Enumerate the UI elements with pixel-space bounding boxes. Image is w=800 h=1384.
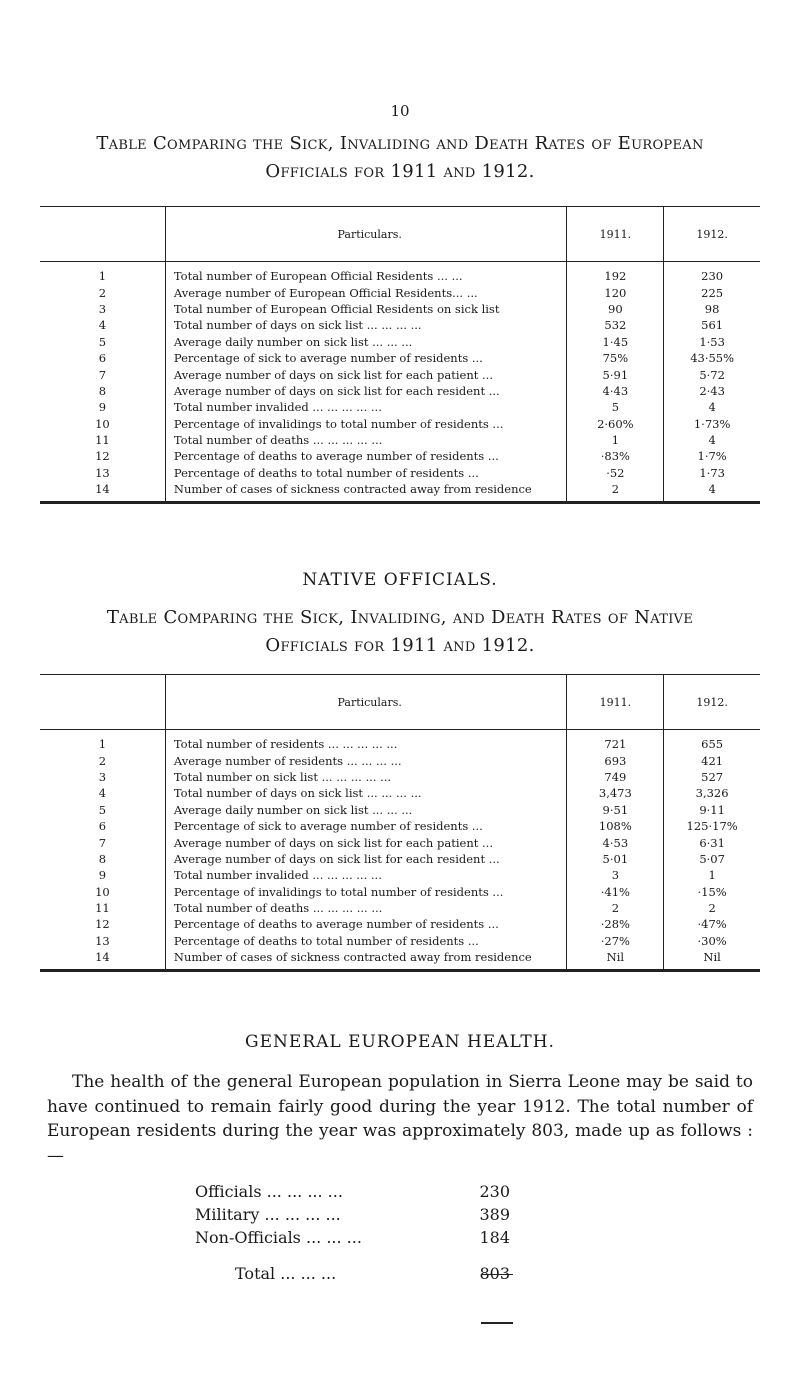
breakdown-row-military — [195, 1203, 515, 1226]
breakdown-row-non-officials — [195, 1226, 515, 1249]
value-1911: 3,473 — [567, 785, 664, 801]
header-1911: 1911. — [567, 207, 664, 262]
value-1912: 1·73% — [693, 416, 731, 431]
table-row — [40, 262, 760, 285]
breakdown-total-value: 803 — [479, 1264, 510, 1283]
row-number: 11 — [95, 901, 110, 916]
table-row — [40, 769, 760, 785]
row-number: 13 — [95, 933, 110, 948]
table-row — [40, 916, 760, 932]
row-particulars: Total number of deaths ... ... ... ... ... — [165, 432, 567, 448]
row-number: 14 — [95, 950, 110, 965]
row-number: 6 — [98, 819, 107, 834]
value-1911: 5 — [567, 399, 664, 415]
row-particulars: Average number of days on sick list for each resident ... — [165, 851, 567, 867]
table-row — [40, 949, 760, 971]
row-number: 14 — [95, 482, 110, 497]
table-row — [40, 785, 760, 801]
header-particulars: Particulars. — [165, 207, 567, 262]
breakdown-label: Officials ... ... ... ... — [195, 1182, 343, 1201]
row-particulars: Percentage of sick to average number of residents ... — [165, 350, 567, 366]
table-header-row — [40, 207, 760, 262]
row-number: 12 — [95, 917, 110, 932]
row-particulars: Number of cases of sickness contracted away from residence — [165, 481, 567, 503]
table-row — [40, 481, 760, 503]
table-row — [40, 752, 760, 768]
table-row — [40, 334, 760, 350]
value-1911: 2 — [567, 481, 664, 503]
value-1912: ·30% — [697, 933, 727, 948]
value-1912: 561 — [701, 318, 724, 333]
table-row — [40, 448, 760, 464]
value-1911: 2·60% — [567, 416, 664, 432]
value-1912: 125·17% — [686, 819, 738, 834]
value-1911: 9·51 — [567, 802, 664, 818]
table-row — [40, 350, 760, 366]
row-particulars: Percentage of deaths to average number of residents ... — [165, 916, 567, 932]
row-particulars: Total number of deaths ... ... ... ... ... — [165, 900, 567, 916]
row-number: 9 — [98, 400, 107, 415]
row-particulars: Average number of residents ... ... ... ... — [165, 752, 567, 768]
value-1912: 4 — [708, 482, 716, 497]
row-number: 5 — [98, 334, 107, 349]
table-row — [40, 284, 760, 300]
table-header-row — [40, 675, 760, 730]
row-particulars: Average daily number on sick list ... ... ... — [165, 802, 567, 818]
row-number: 3 — [98, 769, 107, 784]
row-number: 10 — [95, 884, 110, 899]
row-particulars: Average number of days on sick list for each resident ... — [165, 383, 567, 399]
header-1912: 1912. — [664, 675, 760, 730]
value-1912: 655 — [701, 737, 724, 752]
row-particulars: Total number of days on sick list ... ... ... ... — [165, 317, 567, 333]
row-number: 7 — [98, 367, 107, 382]
native-table-title: Table Comparing the Sick, Invaliding, and Death Rates of Native Officials for 1911 and 1912. — [106, 607, 694, 656]
health-paragraph: The health of the general European population in Sierra Leone may be said to have continued to remain fairly good during the year 1912. The total number of European residents during the year was approximately 803, made up as follows :— — [47, 1072, 753, 1166]
page-number: 10 — [390, 102, 410, 120]
row-particulars: Percentage of deaths to total number of residents ... — [165, 465, 567, 481]
row-particulars: Number of cases of sickness contracted away from residence — [165, 949, 567, 971]
value-1912: 230 — [701, 269, 724, 284]
row-particulars: Total number invalided ... ... ... ... ... — [165, 867, 567, 883]
table-row — [40, 730, 760, 753]
table-row — [40, 416, 760, 432]
value-1911: Nil — [567, 949, 664, 971]
breakdown-total-row — [195, 1262, 515, 1285]
row-number: 9 — [98, 868, 107, 883]
breakdown-value: 184 — [479, 1228, 510, 1247]
value-1912: 4 — [708, 433, 716, 448]
european-table-title: Table Comparing the Sick, Invaliding and Death Rates of European Officials for 1911 and 1912. — [96, 133, 704, 182]
value-1912: 1·73 — [699, 465, 725, 480]
row-number: 7 — [98, 835, 107, 850]
row-number: 8 — [98, 851, 107, 866]
value-1912: 2 — [708, 901, 716, 916]
value-1912: ·15% — [697, 884, 727, 899]
table-row — [40, 399, 760, 415]
header-1911: 1911. — [567, 675, 664, 730]
row-number: 11 — [95, 433, 110, 448]
row-particulars: Total number on sick list ... ... ... ... ... — [165, 769, 567, 785]
value-1911: 4·53 — [567, 834, 664, 850]
value-1912: 527 — [701, 769, 724, 784]
value-1912: 4 — [708, 400, 716, 415]
value-1911: 75% — [567, 350, 664, 366]
value-1911: ·83% — [567, 448, 664, 464]
row-particulars: Total number invalided ... ... ... ... ... — [165, 399, 567, 415]
table-row — [40, 818, 760, 834]
row-particulars: Total number of European Official Residents on sick list — [165, 301, 567, 317]
value-1911: ·41% — [567, 884, 664, 900]
value-1911: 5·91 — [567, 366, 664, 382]
table-row — [40, 933, 760, 949]
header-index — [40, 207, 165, 262]
value-1911: ·27% — [567, 933, 664, 949]
row-number: 5 — [98, 802, 107, 817]
row-number: 13 — [95, 465, 110, 480]
table-row — [40, 834, 760, 850]
value-1912: 5·72 — [699, 367, 725, 382]
table-row — [40, 301, 760, 317]
row-number: 2 — [98, 753, 107, 768]
row-particulars: Percentage of invalidings to total number of residents ... — [165, 416, 567, 432]
table-row — [40, 884, 760, 900]
row-number: 1 — [98, 737, 107, 752]
value-1912: 1 — [708, 868, 716, 883]
table-row — [40, 383, 760, 399]
european-officials-table — [40, 206, 760, 504]
value-1911: 108% — [567, 818, 664, 834]
value-1911: 693 — [567, 752, 664, 768]
value-1911: 721 — [567, 730, 664, 753]
row-particulars: Percentage of invalidings to total number of residents ... — [165, 884, 567, 900]
row-particulars: Average number of days on sick list for each patient ... — [165, 834, 567, 850]
row-number: 6 — [98, 351, 107, 366]
table-row — [40, 900, 760, 916]
value-1912: 225 — [701, 285, 724, 300]
row-particulars: Total number of residents ... ... ... ... ... — [165, 730, 567, 753]
breakdown-value: 389 — [479, 1205, 510, 1224]
row-particulars: Total number of European Official Residents ... ... — [165, 262, 567, 285]
breakdown-value: 230 — [479, 1182, 510, 1201]
row-particulars: Average number of days on sick list for each patient ... — [165, 366, 567, 382]
breakdown-label: Military ... ... ... ... — [195, 1205, 341, 1224]
value-1911: 1 — [567, 432, 664, 448]
table-row — [40, 851, 760, 867]
value-1911: 3 — [567, 867, 664, 883]
row-number: 2 — [98, 285, 107, 300]
value-1911: 192 — [567, 262, 664, 285]
value-1912: 9·11 — [699, 802, 725, 817]
table-row — [40, 317, 760, 333]
table-row — [40, 366, 760, 382]
table-row — [40, 432, 760, 448]
table-row — [40, 802, 760, 818]
value-1911: 1·45 — [567, 334, 664, 350]
value-1911: ·52 — [567, 465, 664, 481]
row-number: 1 — [98, 269, 107, 284]
general-european-health-heading: GENERAL EUROPEAN HEALTH. — [245, 1032, 555, 1052]
value-1911: 120 — [567, 284, 664, 300]
header-1912: 1912. — [664, 207, 760, 262]
row-number: 4 — [98, 786, 107, 801]
row-particulars: Average number of European Official Residents... ... — [165, 284, 567, 300]
row-number: 4 — [98, 318, 107, 333]
value-1912: ·47% — [697, 917, 727, 932]
value-1912: 421 — [701, 753, 724, 768]
breakdown-row-officials — [195, 1180, 515, 1203]
value-1911: 749 — [567, 769, 664, 785]
breakdown-label: Non-Officials ... ... ... — [195, 1228, 362, 1247]
row-number: 10 — [95, 416, 110, 431]
native-officials-heading: NATIVE OFFICIALS. — [302, 570, 498, 590]
value-1911: ·28% — [567, 916, 664, 932]
value-1911: 4·43 — [567, 383, 664, 399]
total-double-rule — [481, 1322, 513, 1324]
row-particulars: Percentage of sick to average number of residents ... — [165, 818, 567, 834]
value-1912: 1·7% — [697, 449, 727, 464]
row-number: 12 — [95, 449, 110, 464]
value-1911: 5·01 — [567, 851, 664, 867]
value-1912: 1·53 — [699, 334, 725, 349]
table-row — [40, 867, 760, 883]
sum-rule — [481, 1274, 513, 1275]
value-1911: 90 — [567, 301, 664, 317]
header-index — [40, 675, 165, 730]
row-particulars: Average daily number on sick list ... ... ... — [165, 334, 567, 350]
row-particulars: Total number of days on sick list ... ... ... ... — [165, 785, 567, 801]
value-1912: 6·31 — [699, 835, 725, 850]
population-breakdown — [195, 1180, 515, 1285]
value-1912: 5·07 — [699, 851, 725, 866]
value-1912: 98 — [704, 301, 720, 316]
value-1911: 2 — [567, 900, 664, 916]
value-1912: 2·43 — [699, 383, 725, 398]
row-number: 3 — [98, 301, 107, 316]
value-1912: Nil — [703, 950, 721, 965]
row-particulars: Percentage of deaths to average number of residents ... — [165, 448, 567, 464]
row-particulars: Percentage of deaths to total number of residents ... — [165, 933, 567, 949]
value-1912: 3,326 — [695, 786, 729, 801]
value-1911: 532 — [567, 317, 664, 333]
breakdown-total-label: Total ... ... ... — [235, 1264, 337, 1283]
value-1912: 43·55% — [690, 351, 735, 366]
table-row — [40, 465, 760, 481]
native-officials-table — [40, 674, 760, 972]
row-number: 8 — [98, 383, 107, 398]
header-particulars: Particulars. — [165, 675, 567, 730]
